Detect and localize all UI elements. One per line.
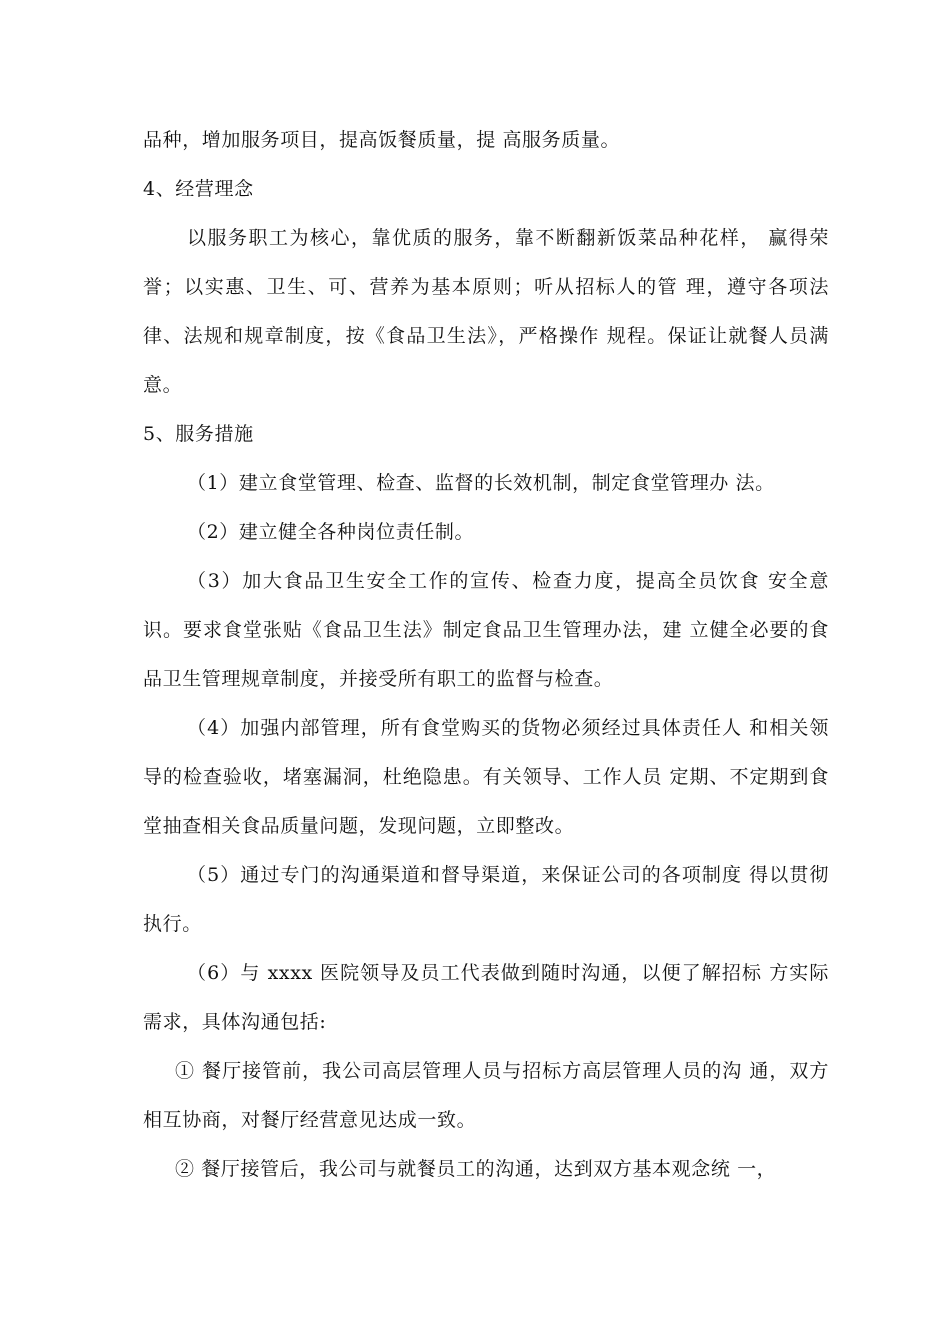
- measure-item-5: （5）通过专门的沟通渠道和督导渠道，来保证公司的各项制度 得以贯彻执行。: [143, 864, 829, 935]
- paragraph-continuation: 品种，增加服务项目，提高饭餐质量，提 高服务质量。: [143, 129, 621, 151]
- communication-item-2: ② 餐厅接管后，我公司与就餐员工的沟通，达到双方基本观念统 一，: [175, 1158, 777, 1180]
- measure-item-1: （1）建立食堂管理、检查、监督的长效机制，制定食堂管理办 法。: [187, 472, 775, 494]
- paragraph-business-philosophy: 以服务职工为核心，靠优质的服务，靠不断翻新饭菜品种花样， 赢得荣誉；以实惠、卫生、可、营养为基本原则；听从招标人的管 理，遵守各项法律、法规和规章制度，按《食品卫生法》，严格操作 规程。保证让就餐人员满意。: [143, 227, 829, 396]
- measure-item-6: （6）与 xxxx 医院领导及员工代表做到随时沟通，以便了解招标 方实际需求，具体沟通包括:: [143, 962, 829, 1033]
- section-heading-business-philosophy: 4、经营理念: [143, 178, 254, 200]
- measure-item-3: （3）加大食品卫生安全工作的宣传、检查力度，提高全员饮食 安全意识。要求食堂张贴《食品卫生法》制定食品卫生管理办法，建 立健全必要的食品卫生管理规章制度，并接受所有职工的监督与检查。: [143, 570, 829, 690]
- measure-item-2: （2）建立健全各种岗位责任制。: [187, 521, 475, 543]
- communication-item-1: ① 餐厅接管前，我公司高层管理人员与招标方高层管理人员的沟 通，双方相互协商，对餐厅经营意见达成一致。: [143, 1060, 829, 1131]
- section-heading-service-measures: 5、服务措施: [143, 423, 254, 445]
- measure-item-4: （4）加强内部管理，所有食堂购买的货物必须经过具体责任人 和相关领导的检查验收，堵塞漏洞，杜绝隐患。有关领导、工作人员 定期、不定期到食堂抽查相关食品质量问题，发现问题，立即整改。: [143, 717, 829, 837]
